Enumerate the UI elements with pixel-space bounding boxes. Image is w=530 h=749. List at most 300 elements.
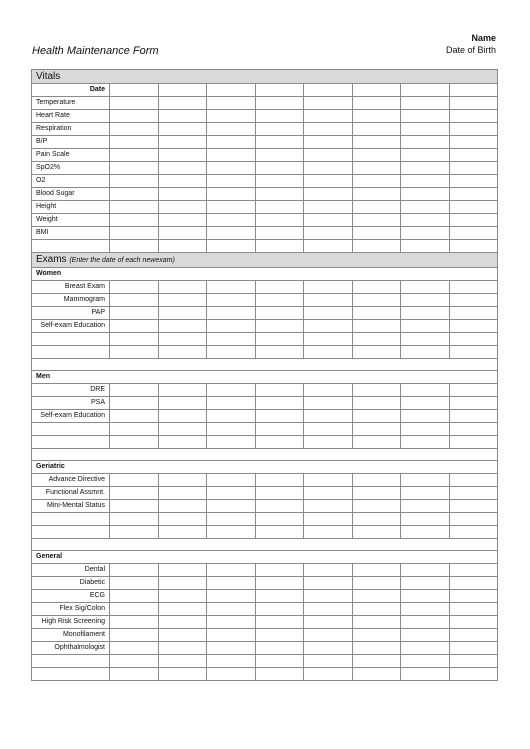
entry-cell[interactable] <box>449 149 498 162</box>
entry-cell[interactable] <box>158 240 207 253</box>
entry-cell[interactable] <box>352 294 401 307</box>
entry-cell[interactable] <box>352 307 401 320</box>
entry-cell[interactable] <box>352 281 401 294</box>
entry-cell[interactable] <box>110 474 159 487</box>
entry-cell[interactable] <box>255 500 304 513</box>
entry-cell[interactable] <box>207 281 256 294</box>
entry-cell[interactable] <box>304 294 353 307</box>
entry-cell[interactable] <box>449 590 498 603</box>
entry-cell[interactable] <box>352 397 401 410</box>
entry-cell[interactable] <box>352 487 401 500</box>
entry-cell[interactable] <box>304 526 353 539</box>
entry-cell[interactable] <box>449 513 498 526</box>
entry-cell[interactable] <box>255 526 304 539</box>
entry-cell[interactable] <box>449 294 498 307</box>
entry-cell[interactable] <box>401 642 450 655</box>
entry-cell[interactable] <box>304 655 353 668</box>
entry-cell[interactable] <box>158 175 207 188</box>
entry-cell[interactable] <box>158 227 207 240</box>
entry-cell[interactable] <box>158 201 207 214</box>
entry-cell[interactable] <box>207 162 256 175</box>
entry-cell[interactable] <box>401 616 450 629</box>
entry-cell[interactable] <box>255 410 304 423</box>
entry-cell[interactable] <box>158 668 207 681</box>
entry-cell[interactable] <box>352 629 401 642</box>
entry-cell[interactable] <box>110 655 159 668</box>
entry-cell[interactable] <box>158 500 207 513</box>
entry-cell[interactable] <box>158 97 207 110</box>
entry-cell[interactable] <box>401 162 450 175</box>
entry-cell[interactable] <box>449 240 498 253</box>
entry-cell[interactable] <box>207 513 256 526</box>
entry-cell[interactable] <box>110 214 159 227</box>
entry-cell[interactable] <box>449 384 498 397</box>
entry-cell[interactable] <box>110 201 159 214</box>
entry-cell[interactable] <box>110 294 159 307</box>
entry-cell[interactable] <box>110 436 159 449</box>
entry-cell[interactable] <box>304 590 353 603</box>
entry-cell[interactable] <box>304 110 353 123</box>
entry-cell[interactable] <box>449 487 498 500</box>
entry-cell[interactable] <box>304 397 353 410</box>
entry-cell[interactable] <box>449 668 498 681</box>
entry-cell[interactable] <box>449 214 498 227</box>
entry-cell[interactable] <box>304 307 353 320</box>
entry-cell[interactable] <box>110 346 159 359</box>
entry-cell[interactable] <box>255 423 304 436</box>
entry-cell[interactable] <box>352 603 401 616</box>
entry-cell[interactable] <box>304 487 353 500</box>
entry-cell[interactable] <box>449 642 498 655</box>
entry-cell[interactable] <box>158 149 207 162</box>
entry-cell[interactable] <box>401 307 450 320</box>
entry-cell[interactable] <box>207 384 256 397</box>
entry-cell[interactable] <box>110 487 159 500</box>
date-entry-cell[interactable] <box>110 84 159 97</box>
entry-cell[interactable] <box>158 474 207 487</box>
entry-cell[interactable] <box>255 240 304 253</box>
entry-cell[interactable] <box>255 320 304 333</box>
entry-cell[interactable] <box>449 410 498 423</box>
entry-cell[interactable] <box>449 281 498 294</box>
entry-cell[interactable] <box>352 564 401 577</box>
entry-cell[interactable] <box>207 214 256 227</box>
entry-cell[interactable] <box>352 436 401 449</box>
entry-cell[interactable] <box>158 320 207 333</box>
entry-cell[interactable] <box>110 526 159 539</box>
entry-cell[interactable] <box>207 487 256 500</box>
entry-cell[interactable] <box>255 175 304 188</box>
entry-cell[interactable] <box>110 333 159 346</box>
entry-cell[interactable] <box>449 346 498 359</box>
entry-cell[interactable] <box>110 188 159 201</box>
entry-cell[interactable] <box>401 513 450 526</box>
date-entry-cell[interactable] <box>352 84 401 97</box>
entry-cell[interactable] <box>304 384 353 397</box>
entry-cell[interactable] <box>207 590 256 603</box>
entry-cell[interactable] <box>304 240 353 253</box>
entry-cell[interactable] <box>110 162 159 175</box>
entry-cell[interactable] <box>401 436 450 449</box>
entry-cell[interactable] <box>255 97 304 110</box>
entry-cell[interactable] <box>304 201 353 214</box>
entry-cell[interactable] <box>158 564 207 577</box>
entry-cell[interactable] <box>304 513 353 526</box>
entry-cell[interactable] <box>158 655 207 668</box>
entry-cell[interactable] <box>304 616 353 629</box>
entry-cell[interactable] <box>158 136 207 149</box>
entry-cell[interactable] <box>401 201 450 214</box>
entry-cell[interactable] <box>401 474 450 487</box>
entry-cell[interactable] <box>352 110 401 123</box>
entry-cell[interactable] <box>449 333 498 346</box>
entry-cell[interactable] <box>255 642 304 655</box>
entry-cell[interactable] <box>207 474 256 487</box>
entry-cell[interactable] <box>449 655 498 668</box>
entry-cell[interactable] <box>401 668 450 681</box>
entry-cell[interactable] <box>401 564 450 577</box>
entry-cell[interactable] <box>352 97 401 110</box>
entry-cell[interactable] <box>304 564 353 577</box>
entry-cell[interactable] <box>304 436 353 449</box>
entry-cell[interactable] <box>110 97 159 110</box>
entry-cell[interactable] <box>255 629 304 642</box>
entry-cell[interactable] <box>304 136 353 149</box>
entry-cell[interactable] <box>401 240 450 253</box>
entry-cell[interactable] <box>207 227 256 240</box>
entry-cell[interactable] <box>401 487 450 500</box>
entry-cell[interactable] <box>207 577 256 590</box>
entry-cell[interactable] <box>304 149 353 162</box>
entry-cell[interactable] <box>110 577 159 590</box>
entry-cell[interactable] <box>255 436 304 449</box>
entry-cell[interactable] <box>352 500 401 513</box>
entry-cell[interactable] <box>304 214 353 227</box>
entry-cell[interactable] <box>352 513 401 526</box>
entry-cell[interactable] <box>110 281 159 294</box>
entry-cell[interactable] <box>255 294 304 307</box>
entry-cell[interactable] <box>158 436 207 449</box>
entry-cell[interactable] <box>401 294 450 307</box>
entry-cell[interactable] <box>401 577 450 590</box>
entry-cell[interactable] <box>110 410 159 423</box>
entry-cell[interactable] <box>304 333 353 346</box>
entry-cell[interactable] <box>255 577 304 590</box>
entry-cell[interactable] <box>449 97 498 110</box>
date-entry-cell[interactable] <box>255 84 304 97</box>
entry-cell[interactable] <box>110 320 159 333</box>
entry-cell[interactable] <box>110 227 159 240</box>
entry-cell[interactable] <box>255 214 304 227</box>
entry-cell[interactable] <box>352 320 401 333</box>
entry-cell[interactable] <box>158 294 207 307</box>
entry-cell[interactable] <box>110 642 159 655</box>
entry-cell[interactable] <box>207 397 256 410</box>
entry-cell[interactable] <box>449 423 498 436</box>
entry-cell[interactable] <box>255 616 304 629</box>
entry-cell[interactable] <box>110 175 159 188</box>
entry-cell[interactable] <box>449 201 498 214</box>
entry-cell[interactable] <box>401 629 450 642</box>
entry-cell[interactable] <box>352 668 401 681</box>
entry-cell[interactable] <box>158 162 207 175</box>
entry-cell[interactable] <box>449 307 498 320</box>
entry-cell[interactable] <box>401 397 450 410</box>
entry-cell[interactable] <box>304 642 353 655</box>
entry-cell[interactable] <box>449 577 498 590</box>
entry-cell[interactable] <box>110 423 159 436</box>
entry-cell[interactable] <box>401 136 450 149</box>
entry-cell[interactable] <box>401 175 450 188</box>
entry-cell[interactable] <box>255 227 304 240</box>
entry-cell[interactable] <box>352 616 401 629</box>
entry-cell[interactable] <box>110 240 159 253</box>
entry-cell[interactable] <box>449 629 498 642</box>
entry-cell[interactable] <box>304 577 353 590</box>
entry-cell[interactable] <box>207 346 256 359</box>
entry-cell[interactable] <box>449 227 498 240</box>
entry-cell[interactable] <box>255 333 304 346</box>
entry-cell[interactable] <box>304 603 353 616</box>
entry-cell[interactable] <box>255 487 304 500</box>
entry-cell[interactable] <box>158 603 207 616</box>
entry-cell[interactable] <box>207 410 256 423</box>
entry-cell[interactable] <box>352 346 401 359</box>
entry-cell[interactable] <box>207 110 256 123</box>
entry-cell[interactable] <box>255 384 304 397</box>
entry-cell[interactable] <box>304 188 353 201</box>
entry-cell[interactable] <box>158 384 207 397</box>
entry-cell[interactable] <box>401 333 450 346</box>
entry-cell[interactable] <box>110 603 159 616</box>
entry-cell[interactable] <box>110 564 159 577</box>
entry-cell[interactable] <box>449 175 498 188</box>
entry-cell[interactable] <box>158 281 207 294</box>
date-entry-cell[interactable] <box>449 84 498 97</box>
entry-cell[interactable] <box>255 201 304 214</box>
entry-cell[interactable] <box>207 149 256 162</box>
entry-cell[interactable] <box>110 149 159 162</box>
entry-cell[interactable] <box>401 423 450 436</box>
entry-cell[interactable] <box>352 526 401 539</box>
entry-cell[interactable] <box>207 629 256 642</box>
entry-cell[interactable] <box>158 410 207 423</box>
entry-cell[interactable] <box>207 655 256 668</box>
entry-cell[interactable] <box>207 201 256 214</box>
entry-cell[interactable] <box>110 668 159 681</box>
entry-cell[interactable] <box>304 500 353 513</box>
entry-cell[interactable] <box>401 123 450 136</box>
entry-cell[interactable] <box>207 320 256 333</box>
entry-cell[interactable] <box>352 240 401 253</box>
entry-cell[interactable] <box>352 188 401 201</box>
entry-cell[interactable] <box>255 188 304 201</box>
entry-cell[interactable] <box>449 564 498 577</box>
entry-cell[interactable] <box>255 590 304 603</box>
entry-cell[interactable] <box>304 474 353 487</box>
entry-cell[interactable] <box>401 227 450 240</box>
entry-cell[interactable] <box>401 149 450 162</box>
entry-cell[interactable] <box>158 188 207 201</box>
entry-cell[interactable] <box>158 629 207 642</box>
entry-cell[interactable] <box>449 162 498 175</box>
entry-cell[interactable] <box>255 668 304 681</box>
entry-cell[interactable] <box>158 423 207 436</box>
entry-cell[interactable] <box>255 346 304 359</box>
entry-cell[interactable] <box>401 110 450 123</box>
entry-cell[interactable] <box>401 410 450 423</box>
entry-cell[interactable] <box>207 642 256 655</box>
entry-cell[interactable] <box>207 616 256 629</box>
entry-cell[interactable] <box>401 500 450 513</box>
entry-cell[interactable] <box>158 123 207 136</box>
entry-cell[interactable] <box>304 281 353 294</box>
entry-cell[interactable] <box>158 110 207 123</box>
entry-cell[interactable] <box>110 616 159 629</box>
entry-cell[interactable] <box>352 227 401 240</box>
entry-cell[interactable] <box>158 397 207 410</box>
entry-cell[interactable] <box>449 616 498 629</box>
entry-cell[interactable] <box>110 513 159 526</box>
entry-cell[interactable] <box>304 175 353 188</box>
entry-cell[interactable] <box>352 577 401 590</box>
entry-cell[interactable] <box>207 436 256 449</box>
entry-cell[interactable] <box>207 123 256 136</box>
entry-cell[interactable] <box>207 423 256 436</box>
entry-cell[interactable] <box>110 590 159 603</box>
entry-cell[interactable] <box>304 423 353 436</box>
entry-cell[interactable] <box>158 333 207 346</box>
entry-cell[interactable] <box>110 384 159 397</box>
entry-cell[interactable] <box>207 97 256 110</box>
entry-cell[interactable] <box>207 136 256 149</box>
entry-cell[interactable] <box>401 97 450 110</box>
date-entry-cell[interactable] <box>304 84 353 97</box>
entry-cell[interactable] <box>352 136 401 149</box>
entry-cell[interactable] <box>110 629 159 642</box>
entry-cell[interactable] <box>158 590 207 603</box>
entry-cell[interactable] <box>110 123 159 136</box>
entry-cell[interactable] <box>401 188 450 201</box>
entry-cell[interactable] <box>449 320 498 333</box>
entry-cell[interactable] <box>255 281 304 294</box>
entry-cell[interactable] <box>352 214 401 227</box>
entry-cell[interactable] <box>110 397 159 410</box>
entry-cell[interactable] <box>158 307 207 320</box>
entry-cell[interactable] <box>255 123 304 136</box>
entry-cell[interactable] <box>352 162 401 175</box>
entry-cell[interactable] <box>401 384 450 397</box>
entry-cell[interactable] <box>207 526 256 539</box>
entry-cell[interactable] <box>255 110 304 123</box>
entry-cell[interactable] <box>304 97 353 110</box>
entry-cell[interactable] <box>255 149 304 162</box>
entry-cell[interactable] <box>207 333 256 346</box>
entry-cell[interactable] <box>255 307 304 320</box>
entry-cell[interactable] <box>158 214 207 227</box>
entry-cell[interactable] <box>255 474 304 487</box>
entry-cell[interactable] <box>207 307 256 320</box>
entry-cell[interactable] <box>401 603 450 616</box>
entry-cell[interactable] <box>304 227 353 240</box>
entry-cell[interactable] <box>158 642 207 655</box>
entry-cell[interactable] <box>158 346 207 359</box>
entry-cell[interactable] <box>352 384 401 397</box>
entry-cell[interactable] <box>352 655 401 668</box>
entry-cell[interactable] <box>352 149 401 162</box>
entry-cell[interactable] <box>352 590 401 603</box>
entry-cell[interactable] <box>207 240 256 253</box>
entry-cell[interactable] <box>304 668 353 681</box>
entry-cell[interactable] <box>304 346 353 359</box>
entry-cell[interactable] <box>158 616 207 629</box>
entry-cell[interactable] <box>110 136 159 149</box>
entry-cell[interactable] <box>110 500 159 513</box>
entry-cell[interactable] <box>255 162 304 175</box>
entry-cell[interactable] <box>401 214 450 227</box>
entry-cell[interactable] <box>158 526 207 539</box>
entry-cell[interactable] <box>304 162 353 175</box>
entry-cell[interactable] <box>207 500 256 513</box>
date-entry-cell[interactable] <box>158 84 207 97</box>
entry-cell[interactable] <box>255 136 304 149</box>
entry-cell[interactable] <box>449 436 498 449</box>
entry-cell[interactable] <box>352 201 401 214</box>
entry-cell[interactable] <box>352 642 401 655</box>
entry-cell[interactable] <box>401 526 450 539</box>
entry-cell[interactable] <box>255 564 304 577</box>
entry-cell[interactable] <box>207 188 256 201</box>
entry-cell[interactable] <box>255 655 304 668</box>
entry-cell[interactable] <box>207 668 256 681</box>
entry-cell[interactable] <box>401 281 450 294</box>
entry-cell[interactable] <box>207 564 256 577</box>
entry-cell[interactable] <box>449 188 498 201</box>
entry-cell[interactable] <box>304 320 353 333</box>
entry-cell[interactable] <box>110 110 159 123</box>
entry-cell[interactable] <box>255 603 304 616</box>
entry-cell[interactable] <box>449 500 498 513</box>
date-entry-cell[interactable] <box>207 84 256 97</box>
entry-cell[interactable] <box>449 603 498 616</box>
entry-cell[interactable] <box>352 175 401 188</box>
entry-cell[interactable] <box>304 410 353 423</box>
entry-cell[interactable] <box>207 294 256 307</box>
entry-cell[interactable] <box>255 397 304 410</box>
entry-cell[interactable] <box>401 590 450 603</box>
entry-cell[interactable] <box>352 474 401 487</box>
entry-cell[interactable] <box>352 123 401 136</box>
entry-cell[interactable] <box>158 513 207 526</box>
entry-cell[interactable] <box>304 123 353 136</box>
entry-cell[interactable] <box>352 333 401 346</box>
entry-cell[interactable] <box>207 175 256 188</box>
entry-cell[interactable] <box>352 410 401 423</box>
date-entry-cell[interactable] <box>401 84 450 97</box>
entry-cell[interactable] <box>401 320 450 333</box>
entry-cell[interactable] <box>449 136 498 149</box>
entry-cell[interactable] <box>449 123 498 136</box>
entry-cell[interactable] <box>207 603 256 616</box>
entry-cell[interactable] <box>158 487 207 500</box>
entry-cell[interactable] <box>352 423 401 436</box>
entry-cell[interactable] <box>401 655 450 668</box>
entry-cell[interactable] <box>449 526 498 539</box>
entry-cell[interactable] <box>449 110 498 123</box>
entry-cell[interactable] <box>158 577 207 590</box>
entry-cell[interactable] <box>449 474 498 487</box>
entry-cell[interactable] <box>255 513 304 526</box>
